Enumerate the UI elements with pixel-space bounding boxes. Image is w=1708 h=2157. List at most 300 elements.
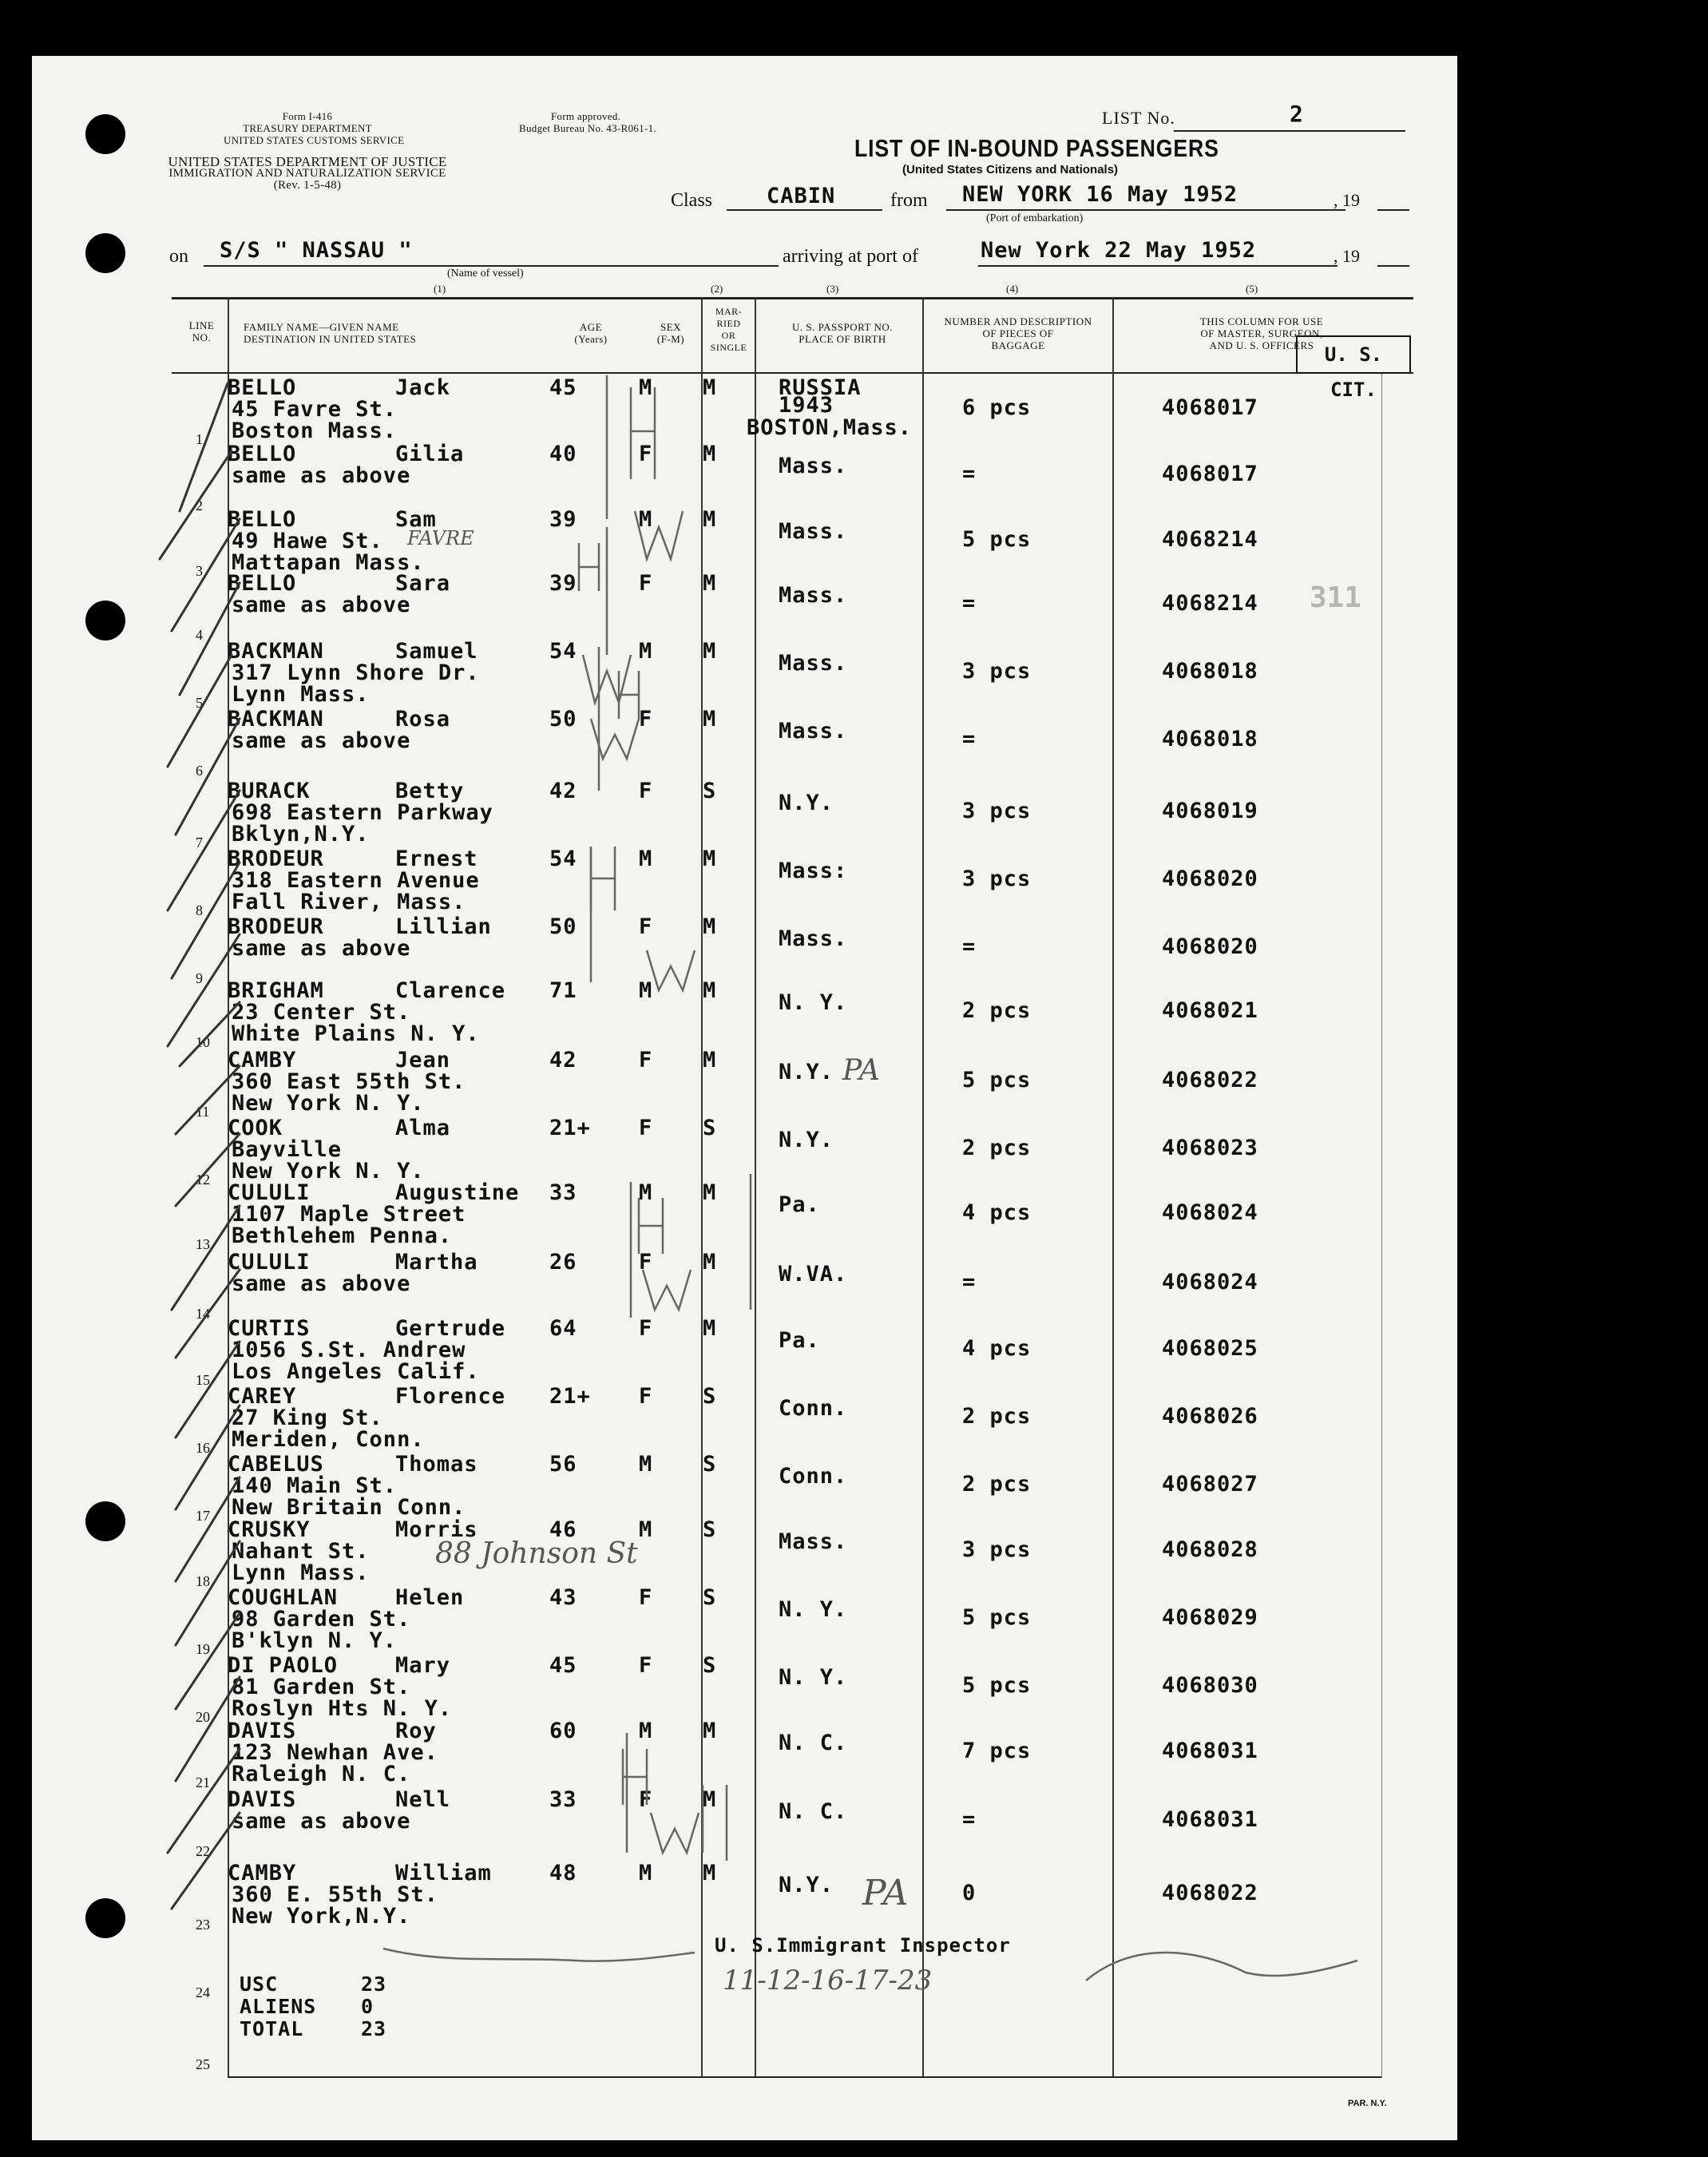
row-age: 48 xyxy=(549,1861,577,1885)
row-birthplace-3: BOSTON,Mass. xyxy=(747,415,913,440)
row-family-name: DAVIS xyxy=(228,1719,297,1743)
row-given-name: Nell xyxy=(395,1787,451,1812)
row-marital-status: M xyxy=(703,639,717,664)
dept-justice: UNITED STATES DEPARTMENT OF JUSTICE xyxy=(168,154,447,169)
row-destination-2: Lynn Mass. xyxy=(232,1560,370,1585)
row-sex: F xyxy=(639,1250,653,1275)
row-birthplace: Mass. xyxy=(779,1529,848,1554)
row-officer-number: 4068028 xyxy=(1162,1537,1258,1562)
row-destination-1: 318 Eastern Avenue xyxy=(232,868,480,893)
row-age: 46 xyxy=(549,1517,577,1542)
row-family-name: DI PAOLO xyxy=(228,1653,339,1678)
col-header-officers: THIS COLUMN FOR USE OF MASTER, SURGEON, AND U. S. OFFICERS xyxy=(1199,315,1324,351)
row-destination-1: same as above xyxy=(232,1271,411,1296)
row-age: 50 xyxy=(549,707,577,732)
line-number-24: 24 xyxy=(196,1985,210,2000)
row-sex: F xyxy=(639,442,653,466)
row-family-name: CURTIS xyxy=(228,1316,311,1341)
row-baggage: 6 pcs xyxy=(962,395,1032,420)
row-age: 50 xyxy=(549,914,577,939)
row-officer-number: 4068023 xyxy=(1162,1136,1258,1160)
row-baggage: = xyxy=(962,1270,977,1295)
row-age: 39 xyxy=(549,571,577,596)
row-destination-2: Bethlehem Penna. xyxy=(232,1223,453,1248)
form-approved: Form approved. xyxy=(551,110,621,122)
form-subtitle: (United States Citizens and Nationals) xyxy=(902,163,1119,176)
row-marital-status: M xyxy=(703,978,717,1003)
row-destination-1: 1107 Maple Street xyxy=(232,1202,466,1227)
row-line-number: 11 xyxy=(196,1104,210,1120)
handwritten-favre: FAVRE xyxy=(407,527,474,549)
row-age: 54 xyxy=(549,639,577,664)
row-marital-status: M xyxy=(703,707,717,732)
row-family-name: CABELUS xyxy=(228,1452,324,1477)
arriving-value: New York 22 May 1952 xyxy=(981,238,1257,263)
row-marital-status: M xyxy=(703,1719,717,1743)
col-header-age: AGE (Years) xyxy=(574,321,608,345)
col-num-2: (2) xyxy=(711,283,723,295)
row-destination-1: 698 Eastern Parkway xyxy=(232,800,493,825)
row-given-name: Martha xyxy=(395,1250,478,1275)
row-given-name: Clarence xyxy=(395,978,506,1003)
row-line-number: 8 xyxy=(196,902,203,918)
row-sex: M xyxy=(639,847,653,871)
col-header-married: MAR- RIED OR SINGLE xyxy=(710,306,747,353)
table-top-rule xyxy=(172,297,1413,299)
row-officer-number: 4068020 xyxy=(1162,934,1258,959)
row-birthplace: Pa. xyxy=(779,1328,820,1353)
arriving-label: arriving at port of xyxy=(783,246,918,267)
immigrant-inspector-label: U. S.Immigrant Inspector xyxy=(715,1934,1011,1957)
col-header-passport: U. S. PASSPORT NO. PLACE OF BIRTH xyxy=(792,321,893,345)
row-age: 39 xyxy=(549,507,577,532)
row-destination-1: same as above xyxy=(232,593,411,617)
totals-aliens-value: 0 xyxy=(361,1995,374,2018)
row-officer-number: 4068022 xyxy=(1162,1881,1258,1905)
row-officer-number: 4068029 xyxy=(1162,1605,1258,1630)
row-given-name: William xyxy=(395,1861,492,1885)
row-sex: M xyxy=(639,1861,653,1885)
row-destination-1: 140 Main St. xyxy=(232,1473,398,1498)
row-officer-number: 4068024 xyxy=(1162,1200,1258,1225)
row-birthplace: Conn. xyxy=(779,1396,848,1421)
arriving-underline xyxy=(978,265,1337,267)
row-line-number: 7 xyxy=(196,835,203,851)
row-birthplace: Mass: xyxy=(779,858,848,883)
row-line-number: 1 xyxy=(196,431,203,447)
row-family-name: BRODEUR xyxy=(228,847,324,871)
row-destination-2: White Plains N. Y. xyxy=(232,1021,480,1046)
class-label: Class xyxy=(671,190,713,211)
row-destination-2: Raleigh N. C. xyxy=(232,1762,411,1786)
row-family-name: CULULI xyxy=(228,1180,311,1205)
row-destination-1: Bayville xyxy=(232,1137,343,1162)
row-family-name: BRODEUR xyxy=(228,914,324,939)
row-marital-status: S xyxy=(703,1384,717,1409)
totals-total-label: TOTAL xyxy=(240,2017,304,2040)
row-age: 21+ xyxy=(549,1116,591,1140)
row-sex: M xyxy=(639,1719,653,1743)
row-baggage: = xyxy=(962,1807,977,1832)
row-line-number: 5 xyxy=(196,695,203,711)
row-marital-status: M xyxy=(703,1316,717,1341)
row-baggage: 7 pcs xyxy=(962,1739,1032,1763)
row-sex: F xyxy=(639,1787,653,1812)
row-destination-2: Meriden, Conn. xyxy=(232,1427,425,1452)
row-marital-status: S xyxy=(703,779,717,803)
vessel-value: S/S " NASSAU " xyxy=(220,238,413,263)
col-num-4: (4) xyxy=(1006,283,1019,295)
row-baggage: 5 pcs xyxy=(962,1068,1032,1092)
row-destination-1: 81 Garden St. xyxy=(232,1675,411,1699)
row-age: 33 xyxy=(549,1787,577,1812)
row-birthplace: N.Y. xyxy=(779,1128,834,1152)
row-birthplace: N. Y. xyxy=(779,1597,848,1622)
handwritten-pa-2: PA xyxy=(862,1873,909,1913)
row-baggage: = xyxy=(962,727,977,751)
col-divider-married xyxy=(755,297,756,2078)
row-age: 33 xyxy=(549,1180,577,1205)
row-line-number: 18 xyxy=(196,1573,210,1589)
row-given-name: Betty xyxy=(395,779,465,803)
row-sex: M xyxy=(639,1452,653,1477)
row-line-number: 15 xyxy=(196,1372,210,1388)
row-birthplace: N.Y. xyxy=(779,1060,834,1084)
row-given-name: Jean xyxy=(395,1048,451,1073)
row-birthplace: N.Y. xyxy=(779,791,834,815)
col-divider-passport xyxy=(922,297,924,2078)
row-baggage: 3 pcs xyxy=(962,659,1032,684)
row-age: 60 xyxy=(549,1719,577,1743)
row-officer-number: 4068019 xyxy=(1162,799,1258,823)
row-line-number: 21 xyxy=(196,1774,210,1790)
row-destination-2: New Britain Conn. xyxy=(232,1495,466,1520)
col-divider-baggage xyxy=(1112,297,1114,2078)
budget-bureau-no: Budget Bureau No. 43-R061-1. xyxy=(519,122,656,134)
row-marital-status: M xyxy=(703,507,717,532)
row-family-name: CAMBY xyxy=(228,1048,297,1073)
row-age: 42 xyxy=(549,1048,577,1073)
row-marital-status: M xyxy=(703,1180,717,1205)
row-line-number: 23 xyxy=(196,1917,210,1933)
row-officer-number: 4068021 xyxy=(1162,998,1258,1023)
row-destination-2: Lynn Mass. xyxy=(232,682,370,707)
row-age: 43 xyxy=(549,1585,577,1610)
row-given-name: Lillian xyxy=(395,914,492,939)
row-sex: M xyxy=(639,507,653,532)
binder-hole xyxy=(85,114,125,154)
row-given-name: Rosa xyxy=(395,707,451,732)
row-sex: F xyxy=(639,1585,653,1610)
form-department: TREASURY DEPARTMENT xyxy=(243,122,372,134)
row-officer-number: 4068031 xyxy=(1162,1807,1258,1832)
row-officer-number: 4068030 xyxy=(1162,1673,1258,1698)
from-underline xyxy=(946,209,1345,211)
row-baggage: 5 pcs xyxy=(962,1673,1032,1698)
form-approved-block xyxy=(519,110,743,134)
row-destination-1: 98 Garden St. xyxy=(232,1607,411,1632)
row-age: 71 xyxy=(549,978,577,1003)
row-line-number: 6 xyxy=(196,763,203,779)
row-birthplace: Mass. xyxy=(779,926,848,951)
row-destination-2: B'klyn N. Y. xyxy=(232,1628,398,1653)
row-marital-status: M xyxy=(703,1861,717,1885)
vessel-underline xyxy=(204,265,779,267)
row-given-name: Roy xyxy=(395,1719,437,1743)
row-destination-1: 360 E. 55th St. xyxy=(232,1882,438,1907)
row-officer-number: 4068020 xyxy=(1162,866,1258,891)
row-marital-status: S xyxy=(703,1585,717,1610)
list-no-label: LIST No. xyxy=(1102,108,1175,128)
row-family-name: COUGHLAN xyxy=(228,1585,339,1610)
row-marital-status: M xyxy=(703,1250,717,1275)
row-birthplace: Mass. xyxy=(779,719,848,743)
row-family-name: DAVIS xyxy=(228,1787,297,1812)
row-given-name: Sara xyxy=(395,571,451,596)
arriving-year-suffix: , 19 xyxy=(1334,246,1360,266)
row-officer-number: 4068024 xyxy=(1162,1270,1258,1295)
row-baggage: 0 xyxy=(962,1881,977,1905)
row-destination-1: Nahant St. xyxy=(232,1539,370,1564)
row-line-number: 12 xyxy=(196,1172,210,1188)
row-officer-number: 4068018 xyxy=(1162,659,1258,684)
row-baggage: 3 pcs xyxy=(962,799,1032,823)
row-marital-status: M xyxy=(703,1048,717,1073)
row-sex: F xyxy=(639,1384,653,1409)
row-baggage: 3 pcs xyxy=(962,1537,1032,1562)
row-destination-1: 49 Hawe St. xyxy=(232,529,383,553)
row-destination-2: Roslyn Hts N. Y. xyxy=(232,1696,453,1721)
row-age: 26 xyxy=(549,1250,577,1275)
row-given-name: Augustine xyxy=(395,1180,520,1205)
row-given-name: Samuel xyxy=(395,639,478,664)
row-officer-number: 4068027 xyxy=(1162,1472,1258,1497)
row-sex: F xyxy=(639,1316,653,1341)
row-marital-status: M xyxy=(703,375,717,400)
row-baggage: 5 pcs xyxy=(962,1605,1032,1630)
row-birthplace: N. C. xyxy=(779,1799,848,1824)
row-officer-number: 4068214 xyxy=(1162,591,1258,616)
row-family-name: COOK xyxy=(228,1116,283,1140)
row-baggage: = xyxy=(962,462,977,486)
table-header-rule xyxy=(172,372,1413,374)
row-baggage: 2 pcs xyxy=(962,998,1032,1023)
row-sex: F xyxy=(639,1116,653,1140)
row-line-number: 13 xyxy=(196,1236,210,1252)
stamp-311: 311 xyxy=(1310,581,1362,614)
vessel-caption: (Name of vessel) xyxy=(447,268,524,280)
totals-usc-label: USC xyxy=(240,1973,279,1996)
row-birthplace: Mass. xyxy=(779,519,848,544)
row-line-number: 10 xyxy=(196,1034,210,1050)
row-sex: F xyxy=(639,571,653,596)
row-given-name: Thomas xyxy=(395,1452,478,1477)
row-marital-status: S xyxy=(703,1116,717,1140)
handwritten-line-numbers: 11-12-16-17-23 xyxy=(723,1965,933,1996)
row-birthplace: N. C. xyxy=(779,1731,848,1755)
row-birthplace: Mass. xyxy=(779,454,848,478)
row-family-name: CULULI xyxy=(228,1250,311,1275)
row-birthplace: N. Y. xyxy=(779,990,848,1015)
row-officer-number: 4068214 xyxy=(1162,527,1258,552)
row-sex: F xyxy=(639,1048,653,1073)
row-baggage: 4 pcs xyxy=(962,1336,1032,1361)
row-given-name: Helen xyxy=(395,1585,465,1610)
row-birthplace: Pa. xyxy=(779,1192,820,1217)
binder-hole xyxy=(85,1898,125,1938)
row-given-name: Alma xyxy=(395,1116,451,1140)
row-family-name: BACKMAN xyxy=(228,707,324,732)
row-given-name: Florence xyxy=(395,1384,506,1409)
row-baggage: = xyxy=(962,591,977,616)
row-given-name: Jack xyxy=(395,375,451,400)
list-no-underline xyxy=(1174,130,1405,132)
row-family-name: CAREY xyxy=(228,1384,297,1409)
col-num-1: (1) xyxy=(434,283,446,295)
row-family-name: BELLO xyxy=(228,507,297,532)
dept-rev: (Rev. 1-5-48) xyxy=(273,179,342,192)
row-marital-status: M xyxy=(703,847,717,871)
row-destination-1: same as above xyxy=(232,728,411,753)
row-destination-1: same as above xyxy=(232,1809,411,1834)
row-family-name: BURACK xyxy=(228,779,311,803)
row-birthplace: N.Y. xyxy=(779,1873,834,1897)
printer-mark: PAR. N.Y. xyxy=(1348,2099,1387,2108)
row-family-name: BACKMAN xyxy=(228,639,324,664)
row-officer-number: 4068017 xyxy=(1162,395,1258,420)
row-age: 21+ xyxy=(549,1384,591,1409)
col-header-name: FAMILY NAME—GIVEN NAME DESTINATION IN UNITED STATES xyxy=(244,321,417,345)
col-header-sex: SEX (F-M) xyxy=(656,321,685,345)
dept-block xyxy=(168,156,447,192)
row-age: 42 xyxy=(549,779,577,803)
totals-total-value: 23 xyxy=(361,2017,387,2040)
row-line-number: 3 xyxy=(196,563,203,579)
row-line-number: 16 xyxy=(196,1440,210,1456)
row-line-number: 17 xyxy=(196,1508,210,1524)
row-officer-number: 4068018 xyxy=(1162,727,1258,751)
row-given-name: Morris xyxy=(395,1517,478,1542)
row-officer-number: 4068025 xyxy=(1162,1336,1258,1361)
row-destination-2: New York N. Y. xyxy=(232,1091,425,1116)
handwritten-pa: PA xyxy=(842,1054,880,1087)
row-officer-number: 4068022 xyxy=(1162,1068,1258,1092)
row-marital-status: S xyxy=(703,1517,717,1542)
row-given-name: Ernest xyxy=(395,847,478,871)
row-destination-2: Los Angeles Calif. xyxy=(232,1359,480,1384)
row-family-name: BELLO xyxy=(228,442,297,466)
row-age: 40 xyxy=(549,442,577,466)
row-sex: M xyxy=(639,1517,653,1542)
dept-ins: IMMIGRATION AND NATURALIZATION SERVICE xyxy=(168,167,446,180)
row-given-name: Gilia xyxy=(395,442,465,466)
row-destination-2: Bklyn,N.Y. xyxy=(232,822,370,847)
row-baggage: = xyxy=(962,934,977,959)
class-value: CABIN xyxy=(767,184,836,208)
row-sex: F xyxy=(639,1653,653,1678)
row-sex: M xyxy=(639,978,653,1003)
row-birthplace: Mass. xyxy=(779,583,848,608)
row-officer-number: 4068026 xyxy=(1162,1404,1258,1429)
col-num-3: (3) xyxy=(826,283,839,295)
row-destination-2: Mattapan Mass. xyxy=(232,550,425,575)
row-marital-status: M xyxy=(703,1787,717,1812)
row-line-number: 4 xyxy=(196,627,203,643)
form-service: UNITED STATES CUSTOMS SERVICE xyxy=(224,134,405,146)
row-destination-1: 45 Favre St. xyxy=(232,397,398,422)
row-line-number: 2 xyxy=(196,498,203,513)
row-destination-1: 23 Center St. xyxy=(232,1000,411,1025)
row-line-number: 14 xyxy=(196,1306,210,1322)
col-header-line-no: LINE NO. xyxy=(188,319,215,343)
arriving-year-underline xyxy=(1377,265,1409,267)
form-title: LIST OF IN-BOUND PASSENGERS xyxy=(854,134,1219,162)
row-officer-number: 4068031 xyxy=(1162,1739,1258,1763)
col-divider-officers xyxy=(1381,372,1382,2078)
row-family-name: CRUSKY xyxy=(228,1517,311,1542)
line-number-25: 25 xyxy=(196,2056,210,2072)
row-birthplace: Mass. xyxy=(779,651,848,676)
row-family-name: BRIGHAM xyxy=(228,978,324,1003)
row-age: 45 xyxy=(549,375,577,400)
binder-hole xyxy=(85,233,125,273)
row-destination-1: 1056 S.St. Andrew xyxy=(232,1338,466,1362)
col-header-baggage: NUMBER AND DESCRIPTION OF PIECES OF BAGGAGE xyxy=(944,315,1092,351)
row-given-name: Mary xyxy=(395,1653,451,1678)
row-family-name: BELLO xyxy=(228,375,297,400)
row-line-number: 20 xyxy=(196,1709,210,1725)
on-label: on xyxy=(169,246,188,267)
row-sex: M xyxy=(639,1180,653,1205)
col-num-5: (5) xyxy=(1246,283,1258,295)
row-marital-status: M xyxy=(703,914,717,939)
row-destination-1: 317 Lynn Shore Dr. xyxy=(232,660,480,685)
row-baggage: 3 pcs xyxy=(962,866,1032,891)
binder-hole xyxy=(85,1501,125,1541)
row-line-number: 22 xyxy=(196,1843,210,1859)
row-destination-2: Fall River, Mass. xyxy=(232,890,466,914)
form-number: Form I-416 xyxy=(282,110,333,122)
from-year-suffix: , 19 xyxy=(1334,190,1360,210)
row-sex: F xyxy=(639,707,653,732)
row-marital-status: S xyxy=(703,1653,717,1678)
row-destination-1: same as above xyxy=(232,463,411,488)
row-baggage: 2 pcs xyxy=(962,1404,1032,1429)
form-id-block xyxy=(224,110,405,146)
row-birthplace: RUSSIA xyxy=(779,375,862,400)
row-given-name: Gertrude xyxy=(395,1316,506,1341)
handwritten-johnson: 88 Johnson St xyxy=(435,1537,638,1570)
row-sex: F xyxy=(639,779,653,803)
row-destination-1: same as above xyxy=(232,936,411,961)
row-officer-number: 4068017 xyxy=(1162,462,1258,486)
row-family-name: BELLO xyxy=(228,571,297,596)
row-birthplace: N. Y. xyxy=(779,1665,848,1690)
row-baggage: 4 pcs xyxy=(962,1200,1032,1225)
row-age: 45 xyxy=(549,1653,577,1678)
row-sex: F xyxy=(639,914,653,939)
row-marital-status: S xyxy=(703,1452,717,1477)
row-birthplace: W.VA. xyxy=(779,1262,848,1287)
table-bottom-rule xyxy=(228,2076,1381,2078)
row-birthplace: Conn. xyxy=(779,1464,848,1489)
row-destination-1: 360 East 55th St. xyxy=(232,1069,466,1094)
row-birthplace-2: 1943 xyxy=(779,393,834,418)
binder-hole xyxy=(85,601,125,640)
row-destination-1: 27 King St. xyxy=(232,1406,383,1430)
row-destination-2: New York,N.Y. xyxy=(232,1904,411,1929)
row-age: 54 xyxy=(549,847,577,871)
